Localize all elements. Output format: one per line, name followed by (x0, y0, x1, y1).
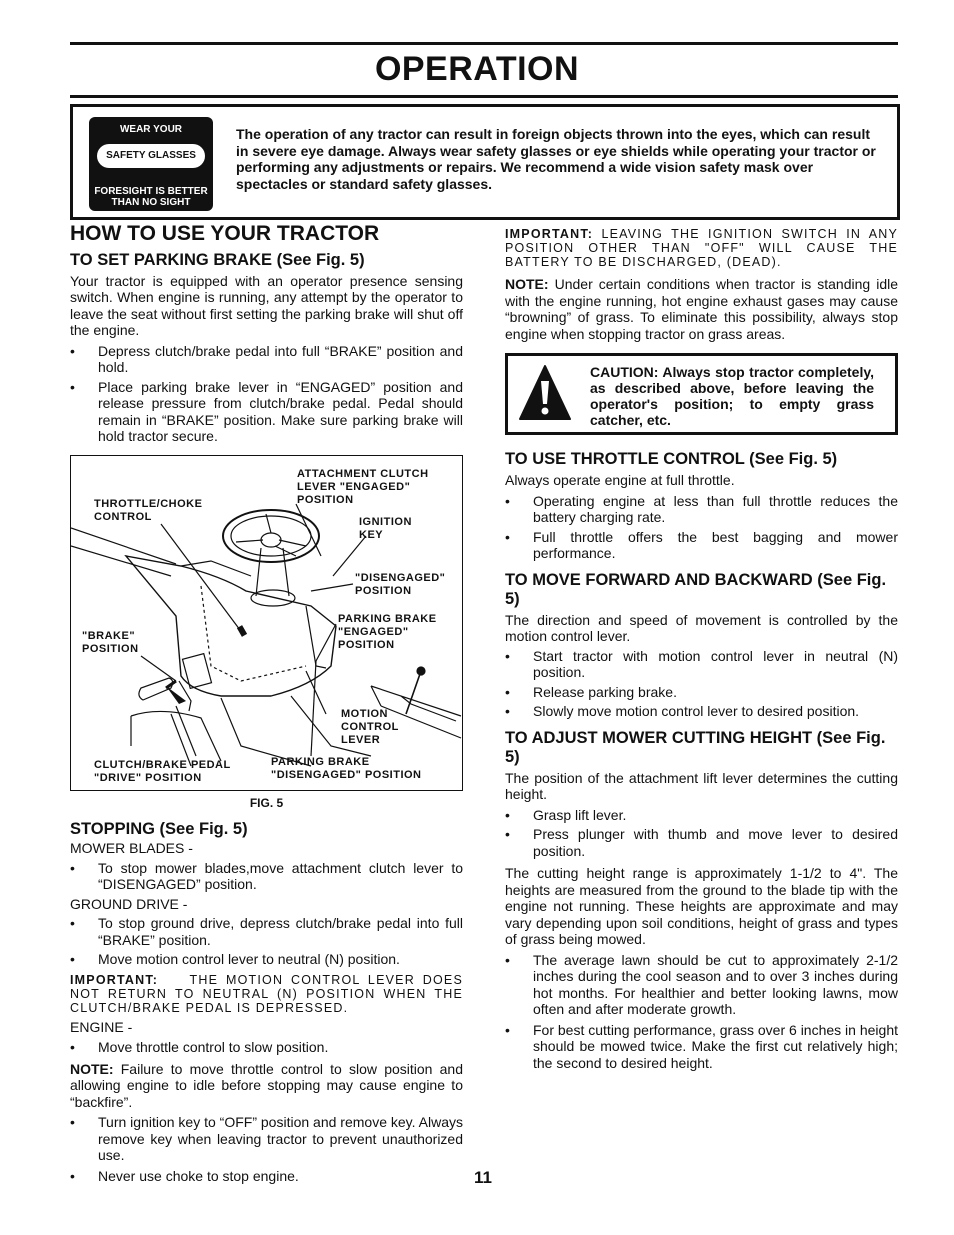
figure-5 (70, 455, 463, 791)
forward-backward-heading: TO MOVE FORWARD AND BACKWARD (See Fig. 5) (505, 570, 887, 608)
list-item: • Move motion control lever to neutral (N) position. (70, 951, 463, 968)
throttle-body: Always operate engine at full throttle. (505, 472, 735, 488)
mower-blades-list (70, 860, 463, 893)
cutting-height-heading: TO ADJUST MOWER CUTTING HEIGHT (See Fig. 5) (505, 728, 886, 766)
engine-label: ENGINE - (70, 1018, 133, 1035)
label-parking-brake-disengaged: PARKING BRAKE "DISENGAGED" POSITION (271, 756, 422, 781)
page-title: OPERATION (374, 50, 580, 88)
important-ignition: IMPORTANT: LEAVING THE IGNITION SWITCH IN ANY POSITION OTHER THAN "OFF" WILL CAUSE THE BATTERY TO BE DISCHARGED, (DEAD). (505, 227, 898, 269)
label-brake-position: "BRAKE" POSITION (82, 630, 139, 655)
label-disengaged: "DISENGAGED" POSITION (355, 572, 446, 597)
list-item: • Turn ignition key to “OFF” position and remove key. Always remove key when leaving tractor to prevent unauthorized use. (70, 1114, 463, 1164)
list-item: • Place parking brake lever in “ENGAGED” position and release pressure from clutch/brake pedal. Pedal should remain in “BRAKE” position. Make sure parking brake will hold tractor secure. (70, 379, 463, 445)
label-parking-brake-engaged: PARKING BRAKE "ENGAGED" POSITION (338, 613, 437, 651)
cutting-height-list (505, 807, 898, 860)
stopping-heading: STOPPING (See Fig. 5) (70, 820, 248, 838)
safety-glasses-badge (89, 117, 213, 211)
ground-drive-label: GROUND DRIVE - (70, 895, 188, 912)
lawn-tips-list (505, 952, 898, 1072)
forward-backward-body: The direction and speed of movement is controlled by the motion control lever. (505, 611, 898, 644)
list-item: • For best cutting performance, grass over 6 inches in height should be mowed twice. Make the first cut relatively high; the second to desired height. (505, 1022, 898, 1072)
engine-list (70, 1039, 463, 1056)
final-stop-list (70, 1114, 463, 1184)
list-item: • Release parking brake. (505, 684, 898, 701)
note-backfire: NOTE: Failure to move throttle control to slow position and allowing engine to idle before stopping may cause engine to “backfire”. (70, 1060, 464, 1110)
list-item: • Start tractor with motion control lever in neutral (N) position. (505, 648, 898, 681)
list-item: • Grasp lift lever. (505, 807, 898, 824)
label-motion-control: MOTION CONTROL LEVER (341, 708, 399, 746)
section-heading: HOW TO USE YOUR TRACTOR (70, 222, 380, 245)
parking-brake-body: Your tractor is equipped with an operator presence sensing switch. When engine is running, any attempt by the operator to leave the seat without first setting the parking brake will shut off the engine. (70, 272, 463, 338)
list-item: • Press plunger with thumb and move lever to desired position. (505, 826, 898, 859)
cutting-height-range: The cutting height range is approximately 1-1/2 to 4". The heights are measured from the ground to the blade tip with the engine not running. These heights are approximate and may vary depending upon soil conditions, height of grass and types of grass being mowed. (505, 865, 898, 947)
badge-line-2: SAFETY GLASSES (97, 144, 205, 168)
list-item: • Move throttle control to slow position. (70, 1039, 463, 1056)
badge-line-3: FORESIGHT IS BETTER (94, 186, 208, 197)
list-item: • To stop ground drive, depress clutch/brake pedal into full “BRAKE” position. (70, 915, 463, 948)
important-note: IMPORTANT: THE MOTION CONTROL LEVER DOES NOT RETURN TO NEUTRAL (N) POSITION WHEN THE CLUTCH/BRAKE PEDAL IS DEPRESSED. (70, 972, 463, 1015)
badge-line-4: THAN NO SIGHT (111, 197, 191, 208)
list-item: • The average lawn should be cut to approximately 2-1/2 inches during the cool season and to over 3 inches during hot months. For healthier and better looking lawns, mow often and after moderate growth. (505, 952, 898, 1018)
label-throttle-choke: THROTTLE/CHOKE CONTROL (94, 498, 203, 523)
list-item: • Never use choke to stop engine. (70, 1168, 463, 1185)
warning-text: The operation of any tractor can result in foreign objects thrown into the eyes, which can result in severe eye damage. Always wear safety glasses or eye shields while operating your tractor or performing any adjustments or repairs. We recommend a wide vision safety mask over spectacles or standard safety glasses. (236, 126, 876, 192)
cutting-height-body: The position of the attachment lift lever determines the cutting height. (505, 769, 898, 802)
title-rule (70, 95, 898, 98)
throttle-list (505, 493, 898, 562)
right-column-top (505, 227, 898, 342)
list-item: • To stop mower blades,move attachment clutch lever to “DISENGAGED” position. (70, 860, 463, 893)
label-clutch-brake-pedal: CLUTCH/BRAKE PEDAL "DRIVE" POSITION (94, 759, 231, 784)
note-exhaust: NOTE: Under certain conditions when tractor is standing idle with the engine running, hot engine exhaust gases may cause “browning” of grass. To eliminate this possibility, always stop engine when stopping tractor on grass areas. (505, 276, 899, 342)
list-item: • Operating engine at less than full throttle reduces the battery charging rate. (505, 493, 898, 526)
caution-text: CAUTION: Always stop tractor completely, as described above, before leaving the operator's position; to empty grass catcher, etc. (590, 364, 874, 428)
page-number: 11 (474, 1168, 492, 1187)
figure-caption: FIG. 5 (249, 796, 284, 810)
mower-blades-label: MOWER BLADES - (70, 840, 193, 856)
safety-warning-box (70, 104, 900, 220)
label-ignition-key: IGNITION KEY (359, 516, 412, 541)
throttle-heading: TO USE THROTTLE CONTROL (See Fig. 5) (505, 450, 838, 468)
left-column-top (70, 222, 463, 445)
caution-box (505, 353, 898, 435)
label-attachment-clutch: ATTACHMENT CLUTCH LEVER "ENGAGED" POSITION (297, 468, 429, 506)
right-column-bottom (505, 450, 898, 1071)
parking-brake-heading: TO SET PARKING BRAKE (See Fig. 5) (70, 250, 365, 269)
badge-line-1: WEAR YOUR (119, 124, 183, 135)
forward-backward-list (505, 648, 898, 720)
list-item: • Full throttle offers the best bagging and mower performance. (505, 529, 898, 562)
list-item: • Slowly move motion control lever to desired position. (505, 703, 898, 720)
warning-triangle-icon (518, 364, 572, 422)
list-item: • Depress clutch/brake pedal into full “BRAKE” position and hold. (70, 343, 463, 376)
parking-brake-list (70, 343, 463, 445)
ground-drive-list (70, 915, 463, 968)
top-rule (70, 42, 898, 45)
left-column-bottom (70, 820, 463, 1184)
